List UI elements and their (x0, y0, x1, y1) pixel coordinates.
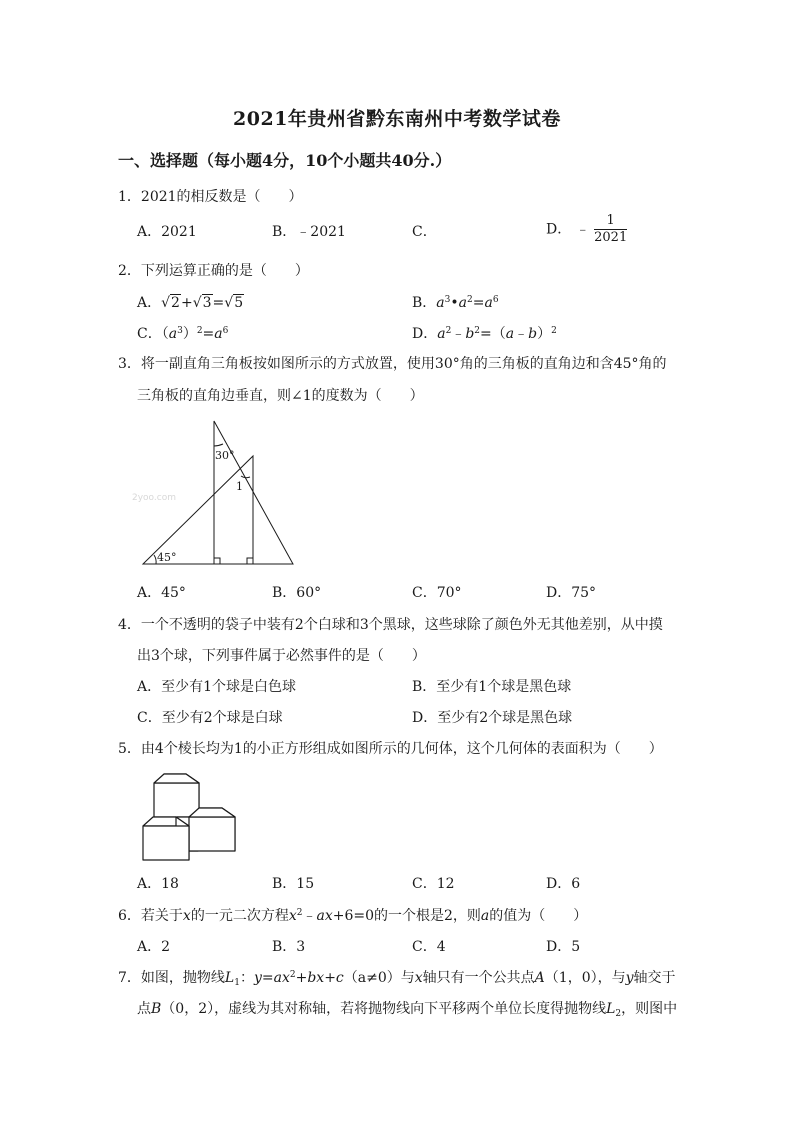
denominator: 2021 (594, 230, 628, 245)
option-a: A．45° (137, 585, 186, 601)
question-stem-line-1: 7．如图，抛物线$L_1$：$y=ax^2+bx+c(a\ne 0)$与x轴只有一个公共点A（1，0），与y轴交于 (118, 970, 676, 988)
label-30: 30° (215, 449, 235, 462)
page-title: 2021年贵州省黔东南州中考数学试卷 (233, 108, 561, 130)
angle-arc-1 (241, 476, 250, 478)
numerator: 1 (594, 214, 627, 230)
cube-top (154, 774, 199, 817)
section-heading: 一、选择题（每小题4分，10个小题共40分.） (118, 151, 452, 170)
option-c: C．4 (412, 939, 446, 955)
option-a: A．√2+√3=√5 (137, 295, 244, 311)
stem-text: （1，0），与 (544, 970, 626, 986)
option-b: B．3 (272, 939, 306, 955)
stem-text: 轴交于 (633, 970, 676, 986)
question-stem-line-2: 出3个球，下列事件属于必然事件的是（ ） (137, 648, 426, 664)
option-c: C．$(a^3)^2=a^6$ (137, 326, 229, 342)
stem-text: 的一元二次方程 (190, 908, 289, 924)
angle-arc-30 (214, 444, 223, 446)
stem-text: 的一个根是2，则 (374, 908, 481, 924)
option-a: A．2021 (137, 224, 197, 240)
option-label: B． (412, 295, 437, 311)
watermark: 2yoo.com (132, 493, 176, 503)
triangle-45 (143, 456, 253, 564)
option-label: D． (546, 221, 572, 238)
label-angle-1: 1 (236, 480, 243, 493)
question-stem-line-2: 点B（0，2），虚线为其对称轴，若将抛物线向下平移两个单位长度得抛物线$L_2$，则图中 (137, 1001, 678, 1019)
option-c: C． (412, 224, 437, 240)
option-a: A．18 (137, 876, 179, 892)
question-stem: 2．下列运算正确的是（ ） (118, 263, 309, 279)
question-stem-line-2: 三角板的直角边垂直，则∠1的度数为（ ） (137, 388, 424, 404)
option-label: A． (137, 295, 162, 311)
right-angle-mark (247, 558, 253, 564)
question-stem: 1．2021的相反数是（ ） (118, 189, 303, 205)
option-b: B．$a^3•a^2=a^6$ (412, 295, 499, 311)
stem-text: 的值为（ ） (489, 908, 588, 924)
question-stem: 6．若关于x的一元二次方程$x^2﹣ax+6=0$的一个根是2，则a的值为（ ） (118, 908, 588, 924)
option-b: B．﹣2021 (272, 224, 346, 240)
fraction (594, 214, 627, 245)
option-d: D．75° (546, 585, 597, 601)
option-c: C．12 (412, 876, 455, 892)
stem-text: 点 (137, 1001, 151, 1017)
option-b: B．至少有1个球是黑色球 (412, 679, 572, 695)
cube-left (143, 817, 189, 860)
stem-text: 轴只有一个公共点 (422, 970, 535, 986)
question-stem: 5．由4个棱长均为1的小正方形组成如图所示的几何体，这个几何体的表面积为（ ） (118, 741, 663, 757)
option-d: D．至少有2个球是黑色球 (412, 710, 573, 726)
option-a: A．至少有1个球是白色球 (137, 679, 297, 695)
stem-text: 7．如图，抛物线 (118, 970, 225, 986)
stem-text: （a≠0）与 (343, 970, 415, 986)
stem-text: （0，2），虚线为其对称轴，若将抛物线向下平移两个单位长度得抛物线 (161, 1001, 607, 1017)
option-c: C．70° (412, 585, 462, 601)
label-45: 45° (157, 551, 177, 564)
option-a: A．2 (137, 939, 171, 955)
right-angle-mark (214, 558, 220, 564)
stem-text: 6．若关于 (118, 908, 183, 924)
option-b: B．15 (272, 876, 315, 892)
option-label: C． (137, 326, 162, 342)
option-d: D．6 (546, 876, 581, 892)
question-stem-line-1: 4．一个不透明的袋子中装有2个白球和3个黑球，这些球除了颜色外无其他差别，从中摸 (118, 617, 663, 633)
option-d: D．$a^2﹣b^2=(a﹣b)^2$ (412, 326, 557, 342)
stem-text: ，则图中 (621, 1001, 678, 1017)
option-d: D．5 (546, 939, 581, 955)
cubes-figure (140, 772, 240, 862)
angle-arc-45 (154, 555, 156, 564)
option-c: C．至少有2个球是白球 (137, 710, 283, 726)
triangles-figure (132, 416, 300, 568)
option-b: B．60° (272, 585, 322, 601)
option-label: D． (412, 326, 438, 342)
question-stem-line-1: 3．将一副直角三角板按如图所示的方式放置，使用30°角的三角板的直角边和含45°角的 (118, 356, 667, 372)
option-d: D． ﹣ $\frac{1}{2021}$ (546, 213, 628, 245)
